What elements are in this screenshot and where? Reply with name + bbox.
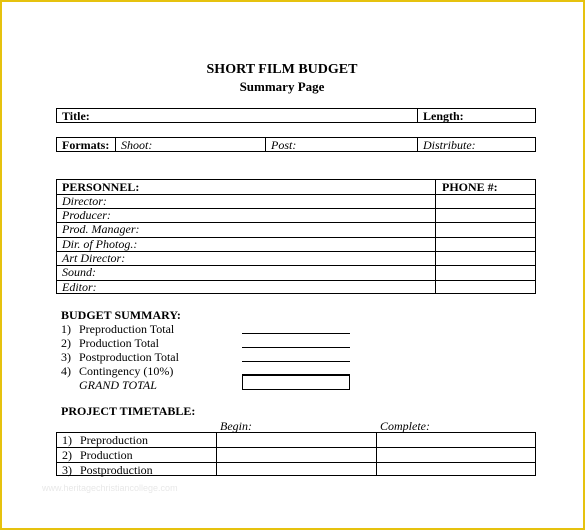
distribute-label: Distribute: (423, 138, 476, 152)
phone-header: PHONE #: (442, 180, 498, 194)
formats-label: Formats: (62, 138, 110, 152)
role-label: Sound: (62, 265, 96, 279)
budget-item-num: 4) (61, 364, 71, 378)
distribute-cell (417, 138, 535, 151)
document-subtitle: Summary Page (239, 79, 325, 94)
budget-item-num: 1) (61, 322, 71, 336)
role-label: Dir. of Photog.: (62, 237, 138, 251)
timetable-num: 1) (62, 433, 72, 447)
role-label: Director: (62, 194, 107, 208)
budget-item-num: 3) (61, 350, 71, 364)
personnel-row (57, 280, 535, 294)
personnel-header: PERSONNEL: (62, 180, 140, 194)
personnel-row (57, 222, 535, 237)
personnel-row (57, 265, 535, 280)
role-label: Producer: (62, 208, 111, 222)
length-cell (417, 109, 535, 122)
length-label: Length: (423, 109, 464, 123)
shoot-label: Shoot: (121, 138, 153, 152)
grand-total-box (242, 375, 350, 390)
role-label: Prod. Manager: (62, 222, 140, 236)
budget-item-num: 2) (61, 336, 71, 350)
watermark: www.heritagechristiancollege.com (42, 483, 178, 493)
personnel-row (57, 251, 535, 265)
timetable-table (56, 432, 536, 476)
timetable-header: PROJECT TIMETABLE: (61, 404, 196, 418)
role-label: Art Director: (62, 251, 126, 265)
timetable-label: Postproduction (80, 463, 153, 477)
timetable-row (57, 447, 535, 462)
formats-row (56, 137, 536, 152)
timetable-label: Preproduction (80, 433, 148, 447)
budget-summary-header: BUDGET SUMMARY: (61, 308, 181, 322)
post-label: Post: (271, 138, 297, 152)
shoot-cell (115, 138, 265, 151)
budget-item-line (242, 347, 350, 348)
timetable-label: Production (80, 448, 133, 462)
budget-item-label: Preproduction Total (79, 322, 175, 336)
document-title: SHORT FILM BUDGET (206, 62, 358, 77)
complete-header: Complete: (380, 419, 430, 433)
budget-item-line (242, 333, 350, 334)
budget-item-label: Production Total (79, 336, 159, 350)
budget-item-label: Contingency (10%) (79, 364, 174, 378)
post-cell (265, 138, 417, 151)
grand-total-label: GRAND TOTAL (79, 378, 157, 392)
budget-item-label: Postproduction Total (79, 350, 179, 364)
personnel-row (57, 237, 535, 251)
role-label: Editor: (62, 280, 97, 294)
title-row (56, 108, 536, 123)
timetable-num: 3) (62, 463, 72, 477)
personnel-table (56, 179, 536, 294)
personnel-row (57, 208, 535, 222)
timetable-row (57, 462, 535, 476)
title-label: Title: (62, 109, 90, 123)
timetable-num: 2) (62, 448, 72, 462)
begin-header: Begin: (220, 419, 252, 433)
personnel-row (57, 194, 535, 208)
budget-item-line (242, 361, 350, 362)
